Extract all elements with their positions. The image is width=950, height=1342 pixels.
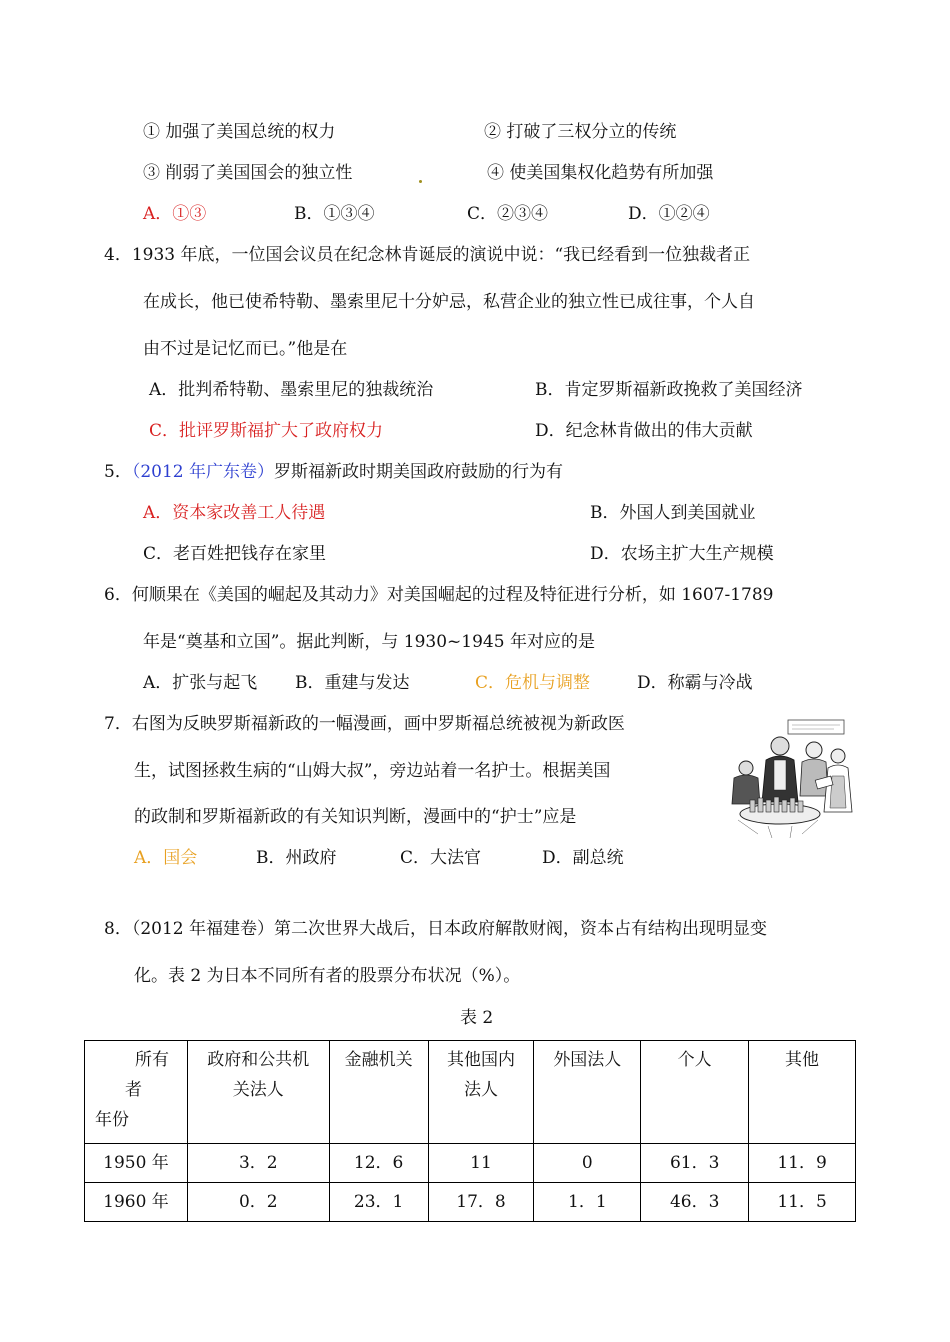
q3-statement-1: ① 加强了美国总统的权力 [143,122,336,142]
header-corner-line: 者 [125,1080,142,1100]
column-header-line: 法人 [463,1080,498,1100]
q4-stem-line-1: 4．1933 年底，一位国会议员在纪念林肯诞辰的演说中说：“我已经看到一位独裁者正 [104,245,751,265]
q6-option-c: C．危机与调整 [475,673,591,693]
header-corner-cell [85,1041,188,1144]
q7-option-b: B．州政府 [256,848,337,868]
q6-stem-line-1: 6．何顺果在《美国的崛起及其动力》对美国崛起的过程及特征进行分析，如 1607-1789 [104,585,774,605]
column-header-government [187,1041,329,1144]
column-header-line: 个人 [677,1050,712,1070]
table-header-row [85,1041,856,1144]
q3-option-c: C．②③④ [467,204,549,224]
q7-stem-line-1: 7．右图为反映罗斯福新政的一幅漫画，画中罗斯福总统被视为新政医 [104,714,625,734]
q4-option-b: B．肯定罗斯福新政挽救了美国经济 [535,380,803,400]
q3-option-d: D．①②④ [628,204,710,224]
q7-stem-line-3: 的政制和罗斯福新政的有关知识判断，漫画中的“护士”应是 [134,807,577,827]
column-header-line: 其他国内 [446,1050,515,1070]
table-cell: 0．2 [187,1183,329,1222]
q5-number: 5． [104,462,132,482]
column-header-financial [329,1041,428,1144]
q4-stem-line-3: 由不过是记忆而已。”他是在 [143,339,348,359]
q3-statement-2: ② 打破了三权分立的传统 [484,122,677,142]
table-row [85,1183,856,1222]
table-cell: 12．6 [329,1144,428,1183]
q7-option-d: D．副总统 [542,848,624,868]
q5-stem [104,460,563,484]
q5-stem-text: 罗斯福新政时期美国政府鼓励的行为有 [274,462,563,482]
q3-statement-4: ④ 使美国集权化趋势有所加强 [487,163,714,183]
roosevelt-new-deal-cartoon-icon [728,716,856,840]
q7-option-c: C．大法官 [400,848,482,868]
table-cell: 3．2 [187,1144,329,1183]
q5-option-c: C．老百姓把钱存在家里 [143,544,327,564]
header-corner-line: 年份 [95,1110,129,1130]
table-title: 表 2 [460,1008,494,1028]
q4-option-c: C．批评罗斯福扩大了政府权力 [149,421,384,441]
q5-option-d: D．农场主扩大生产规模 [590,544,774,564]
stock-distribution-table [84,1040,856,1222]
column-header-individual [641,1041,749,1144]
q6-option-a: A．扩张与起飞 [143,673,258,693]
q6-option-b: B．重建与发达 [295,673,410,693]
table-cell: 1．1 [534,1183,641,1222]
q4-option-a: A．批判希特勒、墨索里尼的独裁统治 [149,380,434,400]
q6-option-d: D．称霸与冷战 [637,673,753,693]
header-corner-line: 所有 [135,1050,169,1070]
column-header-line: 外国法人 [553,1050,622,1070]
table-cell: 11 [428,1144,534,1183]
column-header-line: 政府和公共机 [207,1050,310,1070]
q4-option-d: D．纪念林肯做出的伟大贡献 [535,421,753,441]
column-header-line: 金融机关 [344,1050,413,1070]
q3-option-b: B．①③④ [294,204,375,224]
table-cell: 17．8 [428,1183,534,1222]
column-header-domestic-corp [428,1041,534,1144]
table-cell: 46．3 [641,1183,749,1222]
row-year: 1960 年 [85,1183,188,1222]
column-header-other [749,1041,856,1144]
q5-option-b: B．外国人到美国就业 [590,503,756,523]
q8-stem-line-1: 8．（2012 年福建卷）第二次世界大战后，日本政府解散财阀，资本占有结构出现明显变 [104,919,767,939]
table-cell: 61．3 [641,1144,749,1183]
table-row [85,1144,856,1183]
q5-source: （2012 年广东卷） [131,462,274,482]
row-year: 1950 年 [85,1144,188,1183]
q4-stem-line-2: 在成长，他已使希特勒、墨索里尼十分妒忌，私营企业的独立性已成往事，个人自 [143,292,755,312]
column-header-line: 其他 [785,1050,820,1070]
q3-option-a: A．①③ [143,204,207,224]
table-cell: 23．1 [329,1183,428,1222]
q7-option-a: A．国会 [134,848,198,868]
q6-stem-line-2: 年是“奠基和立国”。据此判断，与 1930~1945 年对应的是 [143,632,595,652]
table-cell: 0 [534,1144,641,1183]
column-header-line: 关法人 [232,1080,284,1100]
column-header-foreign-corp [534,1041,641,1144]
q8-stem-line-2: 化。表 2 为日本不同所有者的股票分布状况（%）。 [134,966,521,986]
table-cell: 11．9 [749,1144,856,1183]
q7-stem-line-2: 生，试图拯救生病的“山姆大叔”，旁边站着一名护士。根据美国 [134,761,611,781]
q5-option-a: A．资本家改善工人待遇 [143,503,326,523]
q3-statement-3: ③ 削弱了美国国会的独立性 [143,163,353,183]
table-cell: 11．5 [749,1183,856,1222]
stray-dot [419,180,422,183]
